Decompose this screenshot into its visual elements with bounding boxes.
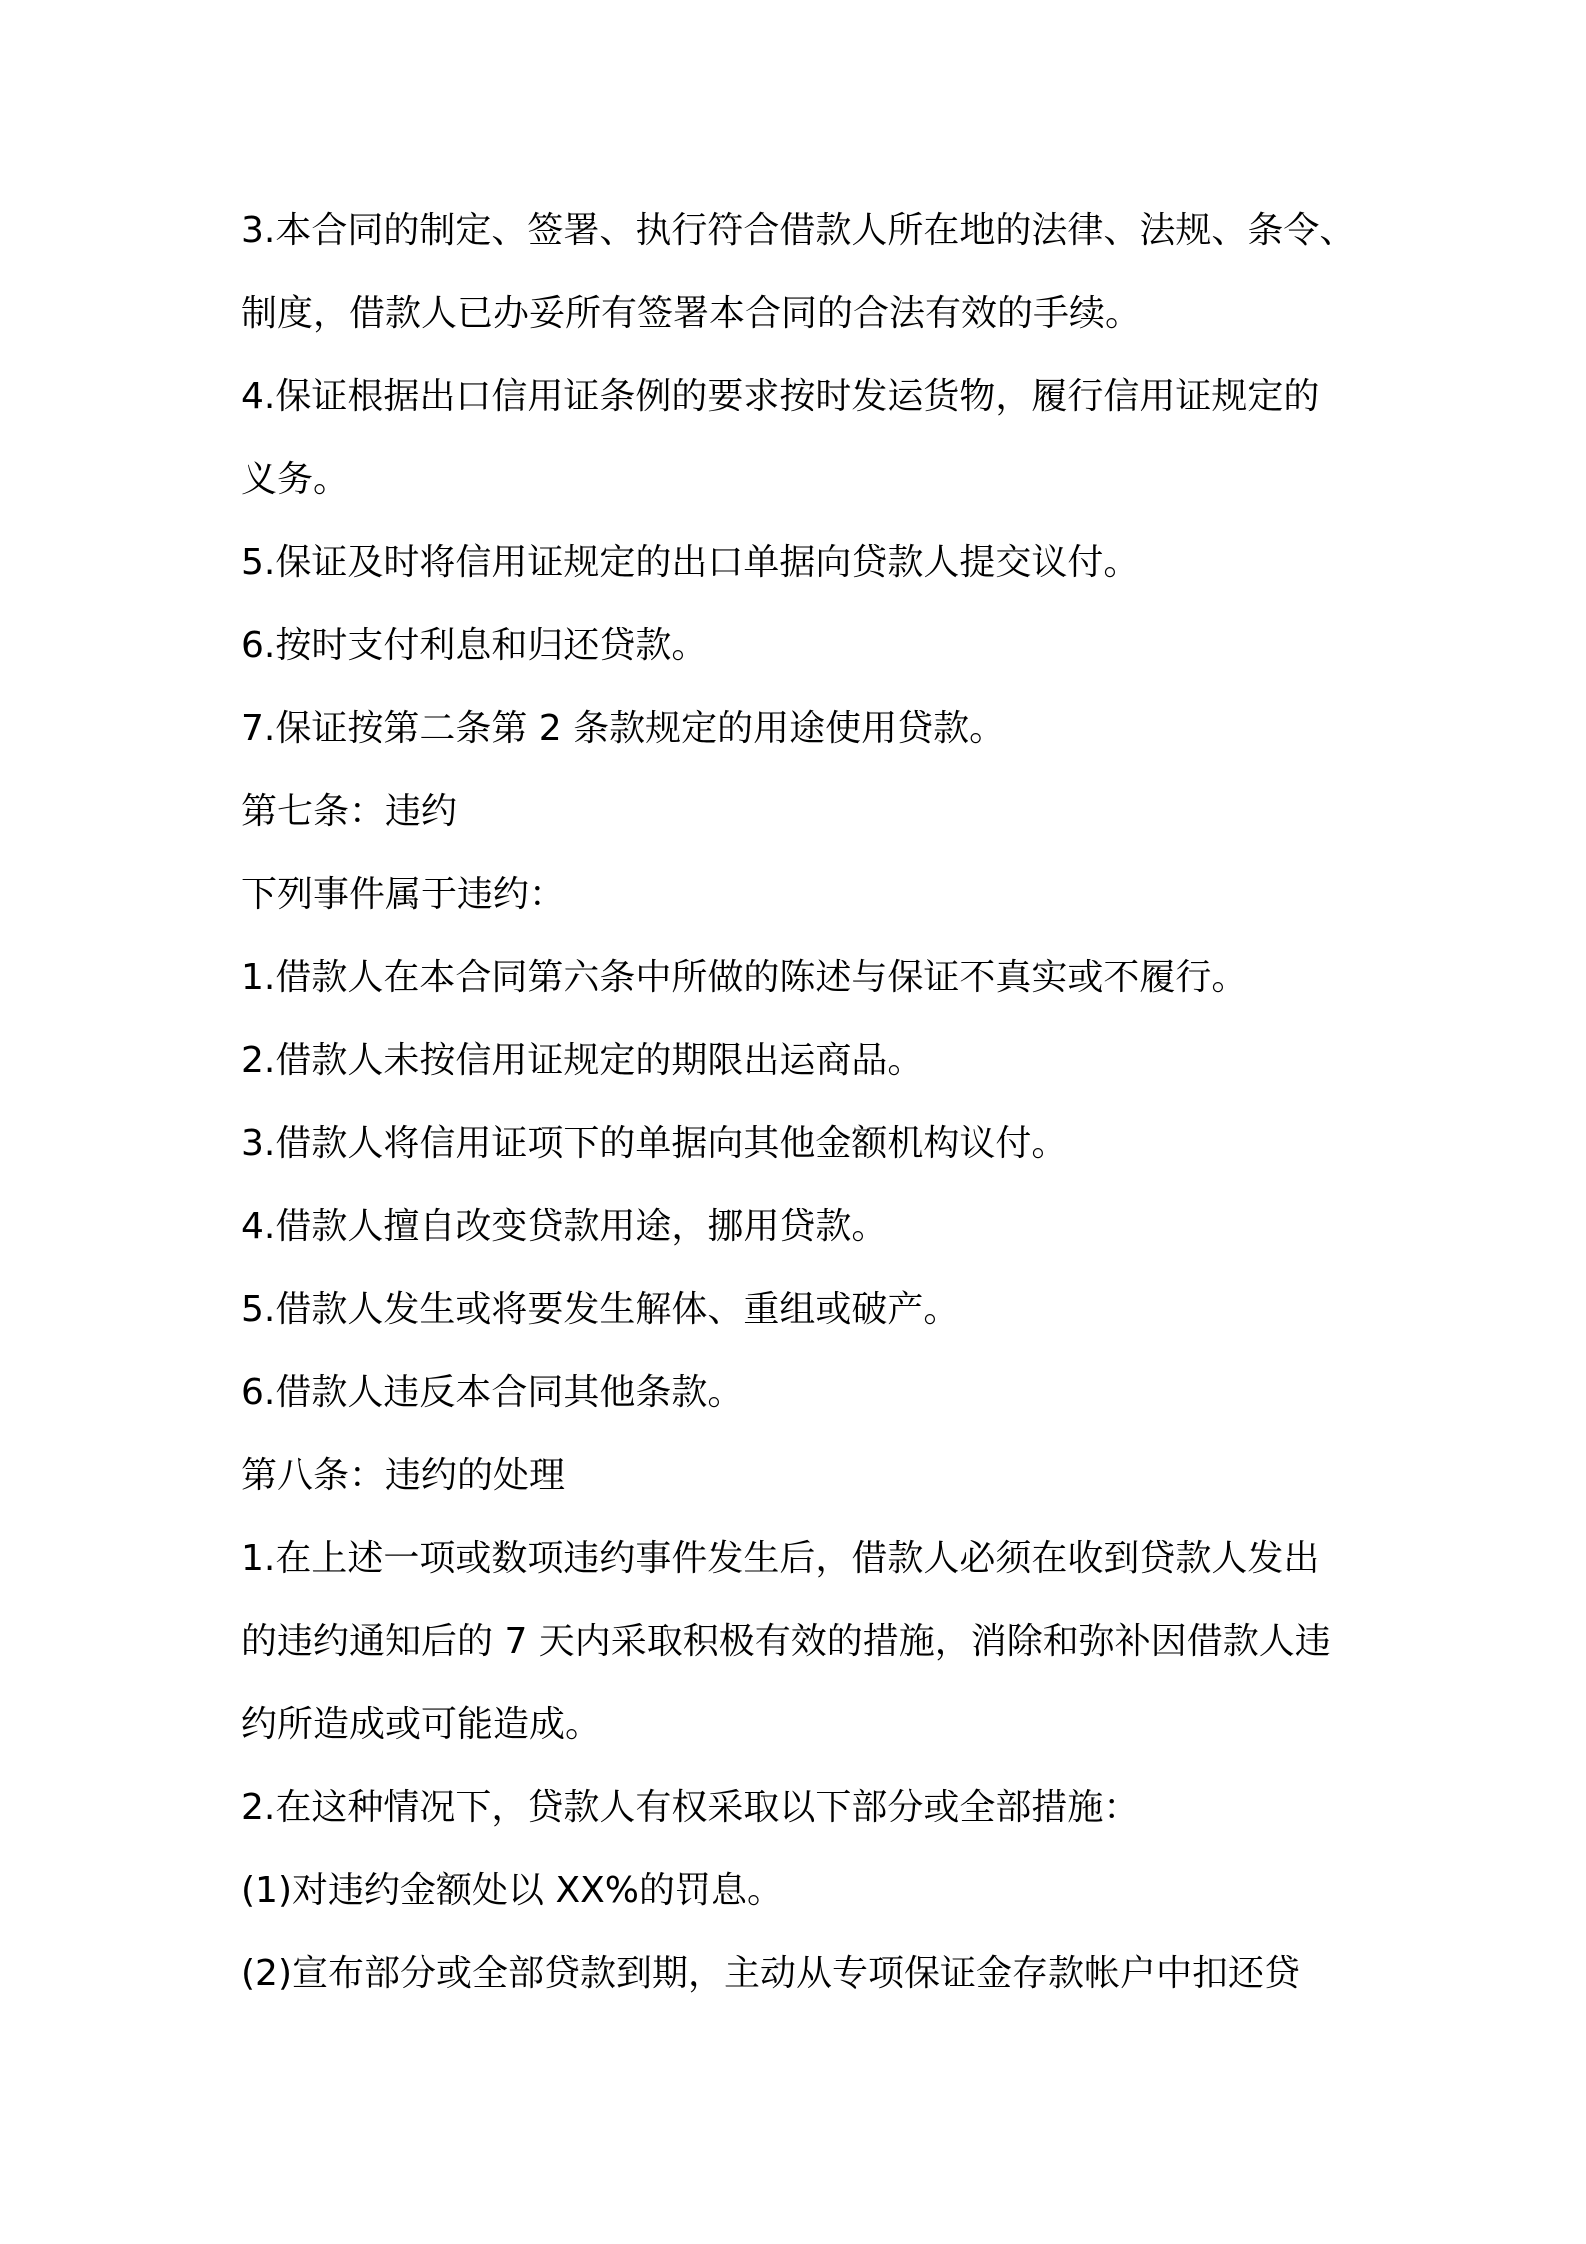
text-line: 2.在这种情况下，贷款人有权采取以下部分或全部措施： [241, 1787, 1140, 1828]
handling-item-2 [241, 1773, 1361, 1856]
article-7-heading [241, 777, 1361, 860]
default-item-5 [241, 1275, 1361, 1358]
clause-3-paragraph [241, 196, 1361, 362]
text-line: 6.按时支付利息和归还贷款。 [241, 625, 708, 666]
clause-4-paragraph [241, 362, 1361, 528]
text-line: 5.借款人发生或将要发生解体、重组或破产。 [241, 1289, 960, 1330]
measure-2 [241, 1939, 1361, 2022]
default-item-4 [241, 1192, 1361, 1275]
text-line: 7.保证按第二条第 2 条款规定的用途使用贷款。 [241, 708, 1006, 749]
text-line: 1.在上述一项或数项违约事件发生后，借款人必须在收到贷款人发出 [241, 1538, 1320, 1579]
text-line: (1)对违约金额处以 XX%的罚息。 [241, 1870, 783, 1911]
clause-5-paragraph [241, 528, 1361, 611]
clause-7-paragraph [241, 694, 1361, 777]
text-line: 5.保证及时将信用证规定的出口单据向贷款人提交议付。 [241, 542, 1140, 583]
default-item-1 [241, 943, 1361, 1026]
text-line: 4.保证根据出口信用证条例的要求按时发运货物，履行信用证规定的 [241, 376, 1320, 417]
text-line: 下列事件属于违约： [241, 874, 566, 915]
measure-1 [241, 1856, 1361, 1939]
article-8-heading [241, 1441, 1361, 1524]
section-heading: 第七条：违约 [241, 791, 458, 832]
default-item-6 [241, 1358, 1361, 1441]
default-events-intro [241, 860, 1361, 943]
text-line: 1.借款人在本合同第六条中所做的陈述与保证不真实或不履行。 [241, 957, 1248, 998]
text-line: 义务。 [241, 459, 350, 500]
clause-6-paragraph [241, 611, 1361, 694]
text-line: 制度，借款人已办妥所有签署本合同的合法有效的手续。 [241, 293, 1142, 334]
text-line: 约所造成或可能造成。 [241, 1704, 602, 1745]
text-line: (2)宣布部分或全部贷款到期，主动从专项保证金存款帐户中扣还贷 [241, 1953, 1300, 1994]
document-body [241, 196, 1361, 2022]
default-item-2 [241, 1026, 1361, 1109]
default-item-3 [241, 1109, 1361, 1192]
text-line: 6.借款人违反本合同其他条款。 [241, 1372, 744, 1413]
text-line: 3.借款人将信用证项下的单据向其他金额机构议付。 [241, 1123, 1068, 1164]
text-line: 4.借款人擅自改变贷款用途，挪用贷款。 [241, 1206, 888, 1247]
text-line: 3.本合同的制定、签署、执行符合借款人所在地的法律、法规、条令、 [241, 210, 1356, 251]
text-line: 的违约通知后的 7 天内采取积极有效的措施，消除和弥补因借款人违 [241, 1621, 1331, 1662]
handling-item-1 [241, 1524, 1361, 1773]
text-line: 2.借款人未按信用证规定的期限出运商品。 [241, 1040, 924, 1081]
section-heading: 第八条：违约的处理 [241, 1455, 566, 1496]
